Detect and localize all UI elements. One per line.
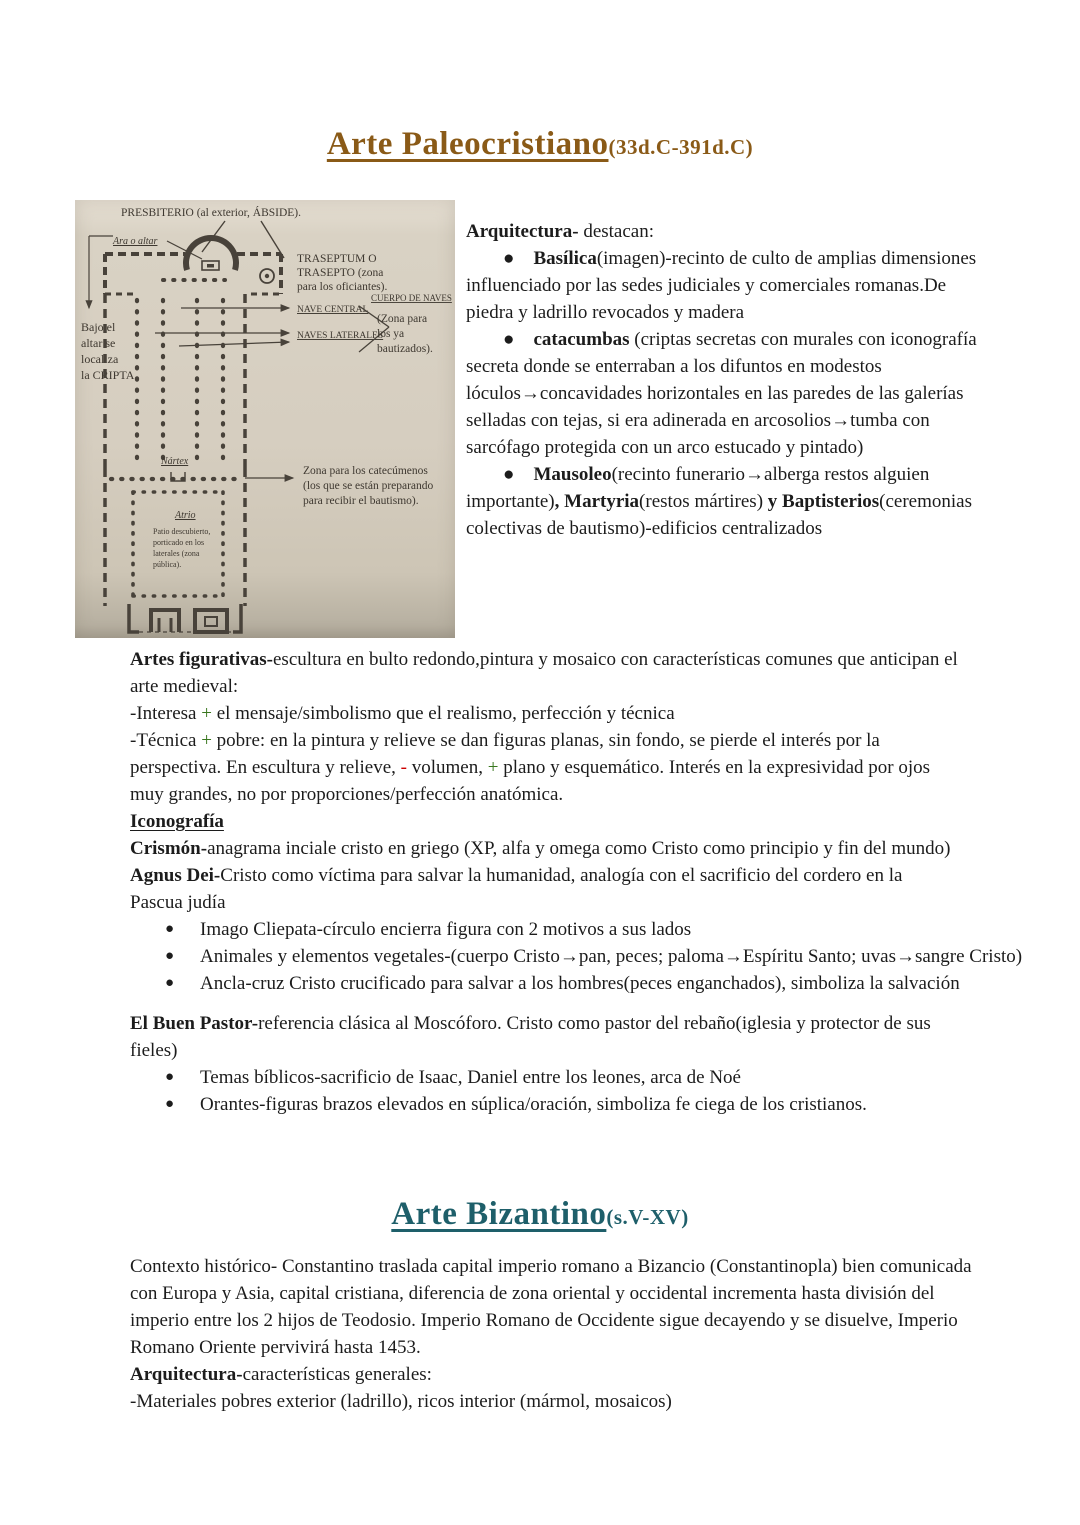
paragraph: Agnus Dei-Cristo como víctima para salvar la humanidad, analogía con el sacrificio del cordero en la Pascua judía <box>130 865 908 913</box>
svg-text:pública).: pública). <box>153 560 182 569</box>
label-nave-central: NAVE CENTRAL <box>297 305 369 315</box>
label-atrio: Atrio <box>175 510 196 521</box>
svg-text:para los oficiantes).: para los oficiantes). <box>297 281 388 293</box>
paragraph: El Buen Pastor-referencia clásica al Moscóforo. Cristo como pastor del rebaño(iglesia y protector de sus fieles) <box>130 1013 936 1061</box>
label-zona-bautizados: (Zona para <box>377 313 428 325</box>
svg-text:la CRIPTA: la CRIPTA <box>81 368 135 382</box>
paragraph: Crismón-anagrama inciale cristo en griego (XP, alfa y omega como Cristo como principio y fin del mundo) <box>130 838 951 859</box>
basilica-floor-plan-image <box>75 200 455 638</box>
label-catecumenos: Zona para los catecúmenos <box>303 465 428 477</box>
byzantine-context-section <box>130 1253 977 1415</box>
basilica-floor-plan-drawing <box>75 200 455 638</box>
label-patio: Patio descubierto, <box>153 527 211 536</box>
paragraph: ● Ancla-cruz Cristo crucificado para salvar a los hombres(peces enganchados), simboliza la salvación <box>165 973 960 994</box>
architecture-column <box>466 218 986 542</box>
svg-text:altar se: altar se <box>81 336 116 350</box>
svg-text:TRASEPTO (zona: TRASEPTO (zona <box>297 267 384 279</box>
label-presbiterio: PRESBITERIO (al exterior, ÁBSIDE). <box>121 207 302 219</box>
title-text: Arte Bizantino <box>391 1196 607 1232</box>
paragraph: Arquitectura-características generales: <box>130 1364 432 1385</box>
title-date-range: (s.V-XV) <box>606 1205 689 1229</box>
svg-text:bautizados).: bautizados). <box>377 343 433 355</box>
paragraph: Contexto histórico- Constantino traslada capital imperio romano a Bizancio (Constantinopla) bien comunicada con Europa y Asia, capital cristiana, diferencia de zona oriental y occidental incrementa hasta división del imperio entre los 2 hijos de Teodosio. Imperio Romano de Occidente sigue decayendo y se disuelve, Imperio Romano Oriente pervivirá hasta 1453. <box>130 1256 977 1358</box>
paragraph: ● Imago Cliepata-círculo encierra figura con 2 motivos a sus lados <box>165 919 692 940</box>
label-ara-o-altar: Ara o altar <box>113 236 158 247</box>
title-text: Arte Paleocristiano <box>326 126 609 162</box>
svg-text:laterales (zona: laterales (zona <box>153 549 200 558</box>
paragraph: ● Mausoleo(recinto funerario→alberga restos alguien importante), Martyria(restos mártires) y Baptisterios(ceremonias colectivas de bautismo)-edificios centralizados <box>466 464 977 539</box>
paragraph: ● catacumbas (criptas secretas con murales con iconografía secreta donde se enterraban a los difuntos en modestos lóculos→concavidades horizontales en las paredes de las galerías selladas con tejas, si era adinerada en arcosolios→tumba con sarcófago protegida con un arco estucado y pintado) <box>466 329 982 458</box>
figurative-arts-section <box>130 646 1028 1118</box>
paragraph: ● Temas bíblicos-sacrificio de Isaac, Daniel entre los leones, arca de Noé <box>165 1067 741 1088</box>
paragraph: -Técnica + pobre: en la pintura y relieve se dan figuras planas, sin fondo, se pierde el interés por la perspectiva. En escultura y relieve, - volumen, + plano y esquemático. Interés en la expresividad por ojos muy grandes, no por proporciones/perfección anatómica. <box>130 730 935 805</box>
label-nartex: Nártex <box>161 456 189 467</box>
section-title-paleocristiano <box>0 126 1080 163</box>
svg-text:los ya: los ya <box>377 328 405 340</box>
section-title-bizantino <box>0 1196 1080 1233</box>
paragraph: ● Orantes-figuras brazos elevados en súplica/oración, simboliza fe ciega de los cristianos. <box>165 1094 867 1115</box>
label-traseptum: TRASEPTUM O <box>297 253 377 265</box>
title-date-range: (33d.C-391d.C) <box>608 135 754 159</box>
paragraph: -Interesa + el mensaje/simbolismo que el realismo, perfección y técnica <box>130 703 675 724</box>
paragraph: Iconografía <box>130 811 224 832</box>
svg-text:para recibir el bautismo).: para recibir el bautismo). <box>303 495 419 507</box>
paragraph: ● Basílica(imagen)-recinto de culto de amplias dimensiones influenciado por las sedes judiciales y comerciales romanas.De piedra y ladrillo revocados y madera <box>466 248 981 323</box>
svg-text:(los que se están preparando: (los que se están preparando <box>303 480 434 492</box>
paragraph: Artes figurativas-escultura en bulto redondo,pintura y mosaico con características comunes que anticipan el arte medieval: <box>130 649 963 697</box>
label-cuerpo-de-naves: CUERPO DE NAVES <box>371 293 452 303</box>
paragraph: Arquitectura- destacan: <box>466 221 655 242</box>
svg-text:porticado en los: porticado en los <box>153 538 205 547</box>
paragraph: ● Animales y elementos vegetales-(cuerpo Cristo→pan, peces; paloma→Espíritu Santo; uvas→sangre Cristo) <box>165 946 1023 967</box>
label-cripta: Bajo el <box>81 320 116 334</box>
label-naves-laterales: NAVES LATERALES <box>297 331 384 341</box>
svg-text:localiza: localiza <box>81 352 119 366</box>
paragraph: -Materiales pobres exterior (ladrillo), ricos interior (mármol, mosaicos) <box>130 1391 672 1412</box>
